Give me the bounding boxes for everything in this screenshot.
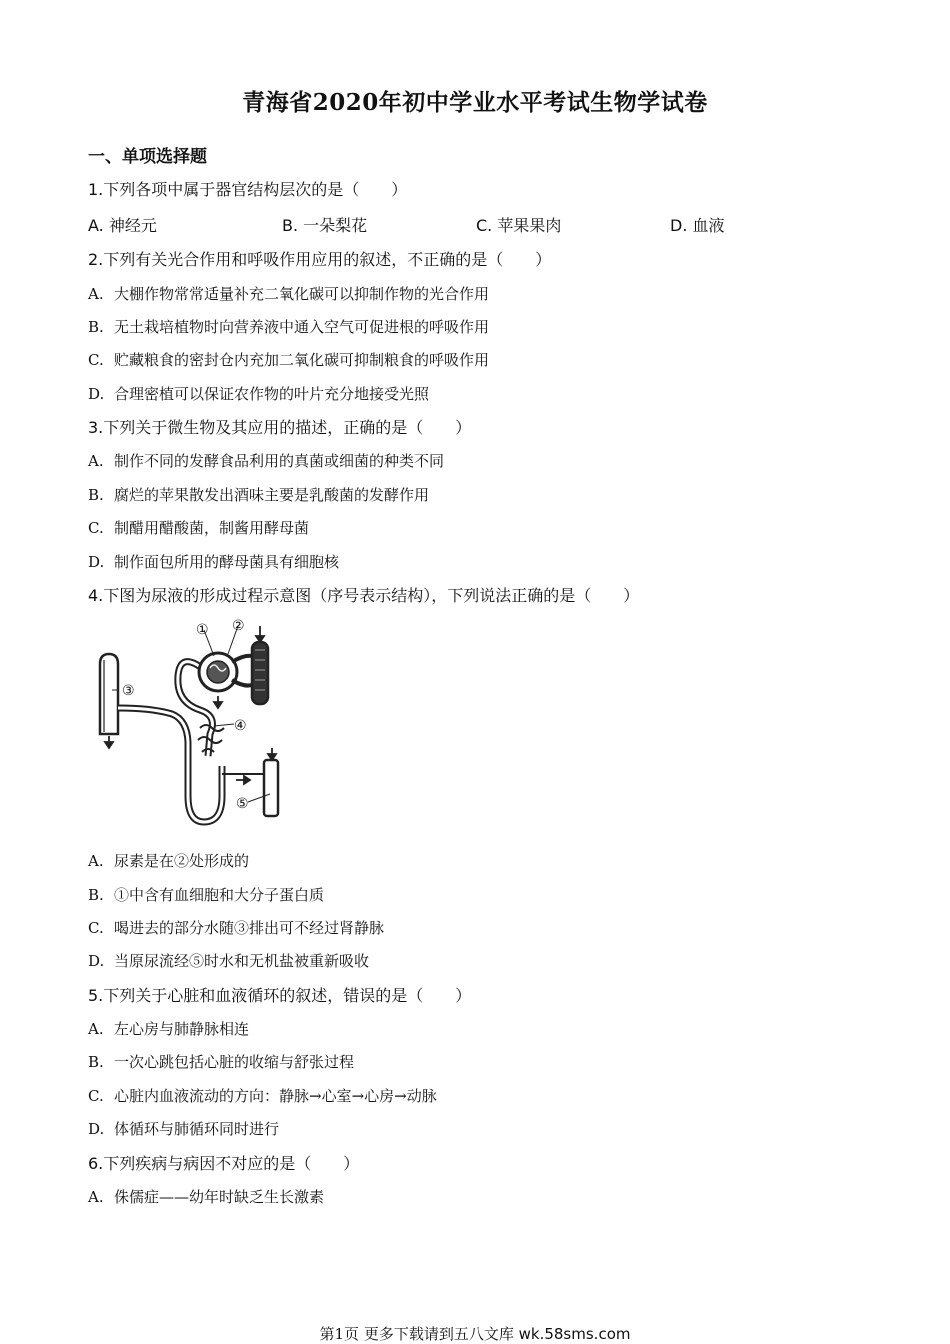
option-4c (88, 917, 384, 938)
page-title: 青海省2020年初中学业水平考试生物学试卷 (242, 89, 708, 116)
option-text: 一朵梨花 (303, 216, 368, 235)
option-text: 苹果果肉 (497, 216, 562, 235)
option-text: 制作面包所用的酵母菌具有细胞核 (114, 553, 340, 571)
option-letter: A. (88, 852, 104, 870)
option-text: 左心房与肺静脉相连 (114, 1020, 250, 1038)
option-5b (88, 1051, 354, 1072)
option-6a (88, 1186, 324, 1207)
option-text: 体循环与肺循环同时进行 (114, 1120, 280, 1138)
option-1c (476, 213, 561, 236)
question-number: 6. (88, 1154, 104, 1173)
option-letter: D. (88, 952, 105, 970)
option-letter: B. (88, 1053, 104, 1071)
option-text: 贮藏粮食的密封仓内充加二氧化碳可抑制粮食的呼吸作用 (114, 351, 490, 369)
footer-site-link[interactable]: wk.58sms.com (518, 1325, 631, 1343)
option-letter: A. (88, 1020, 104, 1038)
option-1b (282, 213, 367, 236)
figure-label-3: ③ (122, 683, 135, 699)
option-letter: D. (88, 1120, 105, 1138)
option-letter: C. (476, 216, 493, 235)
option-text: 神经元 (108, 216, 157, 235)
question-3 (88, 415, 471, 438)
figure-label-2: ② (232, 618, 245, 634)
question-6 (88, 1151, 359, 1174)
option-text: 侏儒症——幼年时缺乏生长激素 (114, 1188, 325, 1206)
option-text: 尿素是在②处形成的 (114, 852, 250, 870)
option-text: 无土栽培植物时向营养液中通入空气可促进根的呼吸作用 (114, 318, 490, 336)
option-text: 制醋用醋酸菌，制酱用酵母菌 (114, 519, 310, 537)
footer-page-text: 第1页 更多下载请到五八文库 (319, 1325, 514, 1343)
question-4 (88, 583, 639, 606)
question-text: 下列疾病与病因不对应的是（ ） (103, 1154, 360, 1173)
option-letter: A. (88, 452, 104, 470)
question-number: 5. (88, 986, 104, 1005)
question-text: 下列各项中属于器官结构层次的是（ ） (103, 180, 408, 199)
option-letter: C. (88, 351, 104, 369)
option-5c (88, 1085, 437, 1106)
option-5d (88, 1118, 279, 1139)
question-number: 3. (88, 418, 104, 437)
urine-formation-diagram (92, 616, 302, 838)
option-letter: C. (88, 919, 104, 937)
question-text: 下列关于心脏和血液循环的叙述，错误的是（ ） (103, 986, 472, 1005)
option-3a (88, 450, 444, 471)
option-text: 心脏内血液流动的方向：静脉→心室→心房→动脉 (114, 1087, 437, 1105)
option-4b (88, 884, 324, 905)
page-footer (0, 1323, 950, 1344)
option-letter: B. (88, 318, 104, 336)
option-text: 合理密植可以保证农作物的叶片充分地接受光照 (114, 385, 430, 403)
option-text: 一次心跳包括心脏的收缩与舒张过程 (114, 1053, 355, 1071)
figure-label-1: ① (196, 622, 209, 638)
question-number: 4. (88, 586, 104, 605)
figure-label-4: ④ (234, 718, 247, 734)
option-text: 大棚作物常常适量补充二氧化碳可以抑制作物的光合作用 (114, 285, 490, 303)
option-letter: D. (670, 216, 688, 235)
option-1a (88, 213, 157, 236)
option-3b (88, 484, 429, 505)
option-5a (88, 1018, 249, 1039)
option-letter: D. (88, 385, 105, 403)
question-number: 1. (88, 180, 104, 199)
option-letter: A. (88, 1188, 104, 1206)
section-heading: 一、单项选择题 (88, 147, 207, 167)
question-number: 2. (88, 250, 104, 269)
figure-label-5: ⑤ (236, 796, 249, 812)
question-2 (88, 247, 551, 270)
option-3d (88, 551, 339, 572)
option-text: 当原尿流经⑤时水和无机盐被重新吸收 (114, 952, 370, 970)
option-4a (88, 850, 249, 871)
question-1 (88, 177, 407, 200)
option-letter: B. (88, 886, 104, 904)
option-letter: A. (88, 285, 104, 303)
question-text: 下列有关光合作用和呼吸作用应用的叙述，不正确的是（ ） (103, 250, 552, 269)
option-3c (88, 517, 309, 538)
option-4d (88, 950, 369, 971)
question-text: 下列关于微生物及其应用的描述，正确的是（ ） (103, 418, 472, 437)
option-1d (670, 213, 725, 236)
option-letter: A. (88, 216, 104, 235)
option-text: ①中含有血细胞和大分子蛋白质 (114, 886, 325, 904)
option-2d (88, 383, 429, 404)
question-5 (88, 983, 471, 1006)
option-letter: B. (282, 216, 299, 235)
option-2c (88, 349, 489, 370)
option-text: 血液 (692, 216, 725, 235)
option-letter: C. (88, 519, 104, 537)
question-text: 下图为尿液的形成过程示意图（序号表示结构），下列说法正确的是（ ） (103, 586, 640, 605)
option-text: 喝进去的部分水随③排出可不经过肾静脉 (114, 919, 385, 937)
option-2b (88, 316, 489, 337)
option-2a (88, 283, 489, 304)
option-letter: C. (88, 1087, 104, 1105)
option-letter: B. (88, 486, 104, 504)
option-text: 腐烂的苹果散发出酒味主要是乳酸菌的发酵作用 (114, 486, 430, 504)
option-text: 制作不同的发酵食品利用的真菌或细菌的种类不同 (114, 452, 445, 470)
option-letter: D. (88, 553, 105, 571)
